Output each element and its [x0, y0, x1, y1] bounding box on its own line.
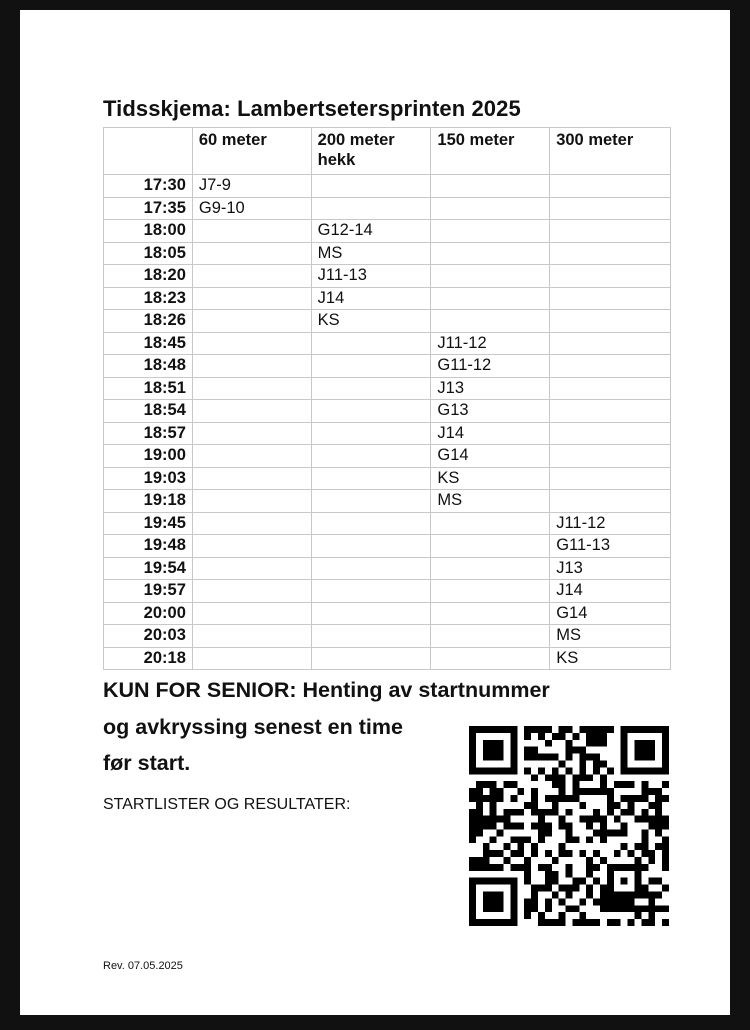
table-header-row — [104, 128, 671, 175]
class-cell — [192, 310, 311, 333]
class-cell — [550, 175, 671, 198]
class-cell — [550, 265, 671, 288]
senior-notice-line: før start. — [103, 751, 191, 775]
class-cell — [550, 467, 671, 490]
time-cell: 19:03 — [104, 467, 193, 490]
class-cell — [192, 400, 311, 423]
table-row — [104, 580, 671, 603]
class-cell — [311, 625, 431, 648]
class-cell — [192, 647, 311, 670]
table-row — [104, 332, 671, 355]
column-header-60m: 60 meter — [192, 128, 311, 175]
time-cell: 19:00 — [104, 445, 193, 468]
time-cell: 18:20 — [104, 265, 193, 288]
class-cell — [192, 265, 311, 288]
class-cell — [431, 535, 550, 558]
class-cell — [431, 287, 550, 310]
class-cell — [311, 377, 431, 400]
class-cell — [550, 197, 671, 220]
class-cell: G9-10 — [192, 197, 311, 220]
class-cell — [431, 557, 550, 580]
class-cell — [550, 332, 671, 355]
class-cell: J14 — [550, 580, 671, 603]
class-cell — [192, 355, 311, 378]
class-cell: J13 — [550, 557, 671, 580]
class-cell — [311, 580, 431, 603]
time-cell: 18:48 — [104, 355, 193, 378]
class-cell: G11-12 — [431, 355, 550, 378]
class-cell — [192, 602, 311, 625]
time-cell: 18:23 — [104, 287, 193, 310]
time-cell: 18:45 — [104, 332, 193, 355]
class-cell — [311, 355, 431, 378]
table-row — [104, 602, 671, 625]
class-cell — [311, 602, 431, 625]
page-title: Tidsskjema: Lambertsetersprinten 2025 — [103, 96, 521, 121]
class-cell — [550, 355, 671, 378]
document-page — [20, 10, 730, 1015]
class-cell: G13 — [431, 400, 550, 423]
time-cell: 18:51 — [104, 377, 193, 400]
schedule-table — [103, 127, 671, 670]
class-cell — [311, 445, 431, 468]
class-cell: J7-9 — [192, 175, 311, 198]
class-cell: MS — [431, 490, 550, 513]
class-cell — [311, 512, 431, 535]
class-cell: J11-12 — [431, 332, 550, 355]
class-cell — [550, 490, 671, 513]
class-cell — [550, 422, 671, 445]
class-cell — [192, 557, 311, 580]
time-cell: 18:57 — [104, 422, 193, 445]
class-cell: KS — [311, 310, 431, 333]
class-cell — [431, 580, 550, 603]
class-cell — [192, 242, 311, 265]
class-cell — [311, 535, 431, 558]
table-row — [104, 647, 671, 670]
table-row — [104, 175, 671, 198]
class-cell — [192, 332, 311, 355]
time-cell: 20:18 — [104, 647, 193, 670]
class-cell: J11-13 — [311, 265, 431, 288]
startlists-results-label: STARTLISTER OG RESULTATER: — [103, 796, 351, 813]
time-cell: 17:30 — [104, 175, 193, 198]
table-row — [104, 625, 671, 648]
class-cell: G11-13 — [550, 535, 671, 558]
class-cell — [431, 220, 550, 243]
class-cell: G14 — [431, 445, 550, 468]
class-cell — [550, 377, 671, 400]
time-cell: 19:57 — [104, 580, 193, 603]
table-row — [104, 557, 671, 580]
class-cell — [431, 175, 550, 198]
class-cell — [431, 197, 550, 220]
column-header-150m: 150 meter — [431, 128, 550, 175]
class-cell — [311, 197, 431, 220]
class-cell — [550, 242, 671, 265]
class-cell — [192, 220, 311, 243]
class-cell — [192, 490, 311, 513]
class-cell — [192, 512, 311, 535]
class-cell: KS — [431, 467, 550, 490]
class-cell: J11-12 — [550, 512, 671, 535]
senior-notice-line: KUN FOR SENIOR: Henting av startnummer — [103, 678, 550, 702]
class-cell — [550, 310, 671, 333]
class-cell — [550, 445, 671, 468]
time-cell: 18:00 — [104, 220, 193, 243]
column-header-300m: 300 meter — [550, 128, 671, 175]
time-cell: 20:03 — [104, 625, 193, 648]
qr-code-icon[interactable] — [469, 726, 669, 926]
table-row — [104, 445, 671, 468]
table-row — [104, 265, 671, 288]
table-row — [104, 355, 671, 378]
class-cell — [311, 490, 431, 513]
class-cell — [192, 377, 311, 400]
class-cell — [550, 220, 671, 243]
table-row — [104, 422, 671, 445]
class-cell — [311, 557, 431, 580]
time-cell: 20:00 — [104, 602, 193, 625]
class-cell — [431, 265, 550, 288]
time-cell: 18:26 — [104, 310, 193, 333]
time-cell: 18:05 — [104, 242, 193, 265]
class-cell: G14 — [550, 602, 671, 625]
time-cell: 19:54 — [104, 557, 193, 580]
class-cell — [192, 535, 311, 558]
revision-date: Rev. 07.05.2025 — [103, 960, 183, 972]
class-cell — [192, 580, 311, 603]
time-cell: 19:18 — [104, 490, 193, 513]
class-cell: J14 — [311, 287, 431, 310]
class-cell — [311, 647, 431, 670]
table-row — [104, 310, 671, 333]
class-cell — [431, 512, 550, 535]
table-row — [104, 490, 671, 513]
class-cell — [192, 467, 311, 490]
table-row — [104, 287, 671, 310]
class-cell — [192, 422, 311, 445]
senior-notice-line: og avkryssing senest en time — [103, 714, 403, 739]
time-cell: 19:48 — [104, 535, 193, 558]
class-cell — [311, 422, 431, 445]
table-row — [104, 467, 671, 490]
class-cell: KS — [550, 647, 671, 670]
class-cell: MS — [550, 625, 671, 648]
class-cell — [550, 400, 671, 423]
table-row — [104, 377, 671, 400]
time-cell: 18:54 — [104, 400, 193, 423]
class-cell — [192, 625, 311, 648]
time-cell: 19:45 — [104, 512, 193, 535]
class-cell — [431, 310, 550, 333]
class-cell — [311, 332, 431, 355]
class-cell — [431, 647, 550, 670]
class-cell — [311, 175, 431, 198]
column-header-200m-hurdles: 200 meter hekk — [311, 128, 431, 175]
table-row — [104, 400, 671, 423]
column-header-time — [104, 128, 193, 175]
table-row — [104, 242, 671, 265]
class-cell: J13 — [431, 377, 550, 400]
table-row — [104, 197, 671, 220]
class-cell — [311, 400, 431, 423]
class-cell: J14 — [431, 422, 550, 445]
class-cell — [431, 625, 550, 648]
time-cell: 17:35 — [104, 197, 193, 220]
class-cell — [431, 242, 550, 265]
class-cell: MS — [311, 242, 431, 265]
table-row — [104, 512, 671, 535]
table-row — [104, 535, 671, 558]
class-cell — [431, 602, 550, 625]
table-row — [104, 220, 671, 243]
class-cell — [192, 445, 311, 468]
class-cell — [311, 467, 431, 490]
class-cell — [192, 287, 311, 310]
class-cell — [550, 287, 671, 310]
class-cell: G12-14 — [311, 220, 431, 243]
